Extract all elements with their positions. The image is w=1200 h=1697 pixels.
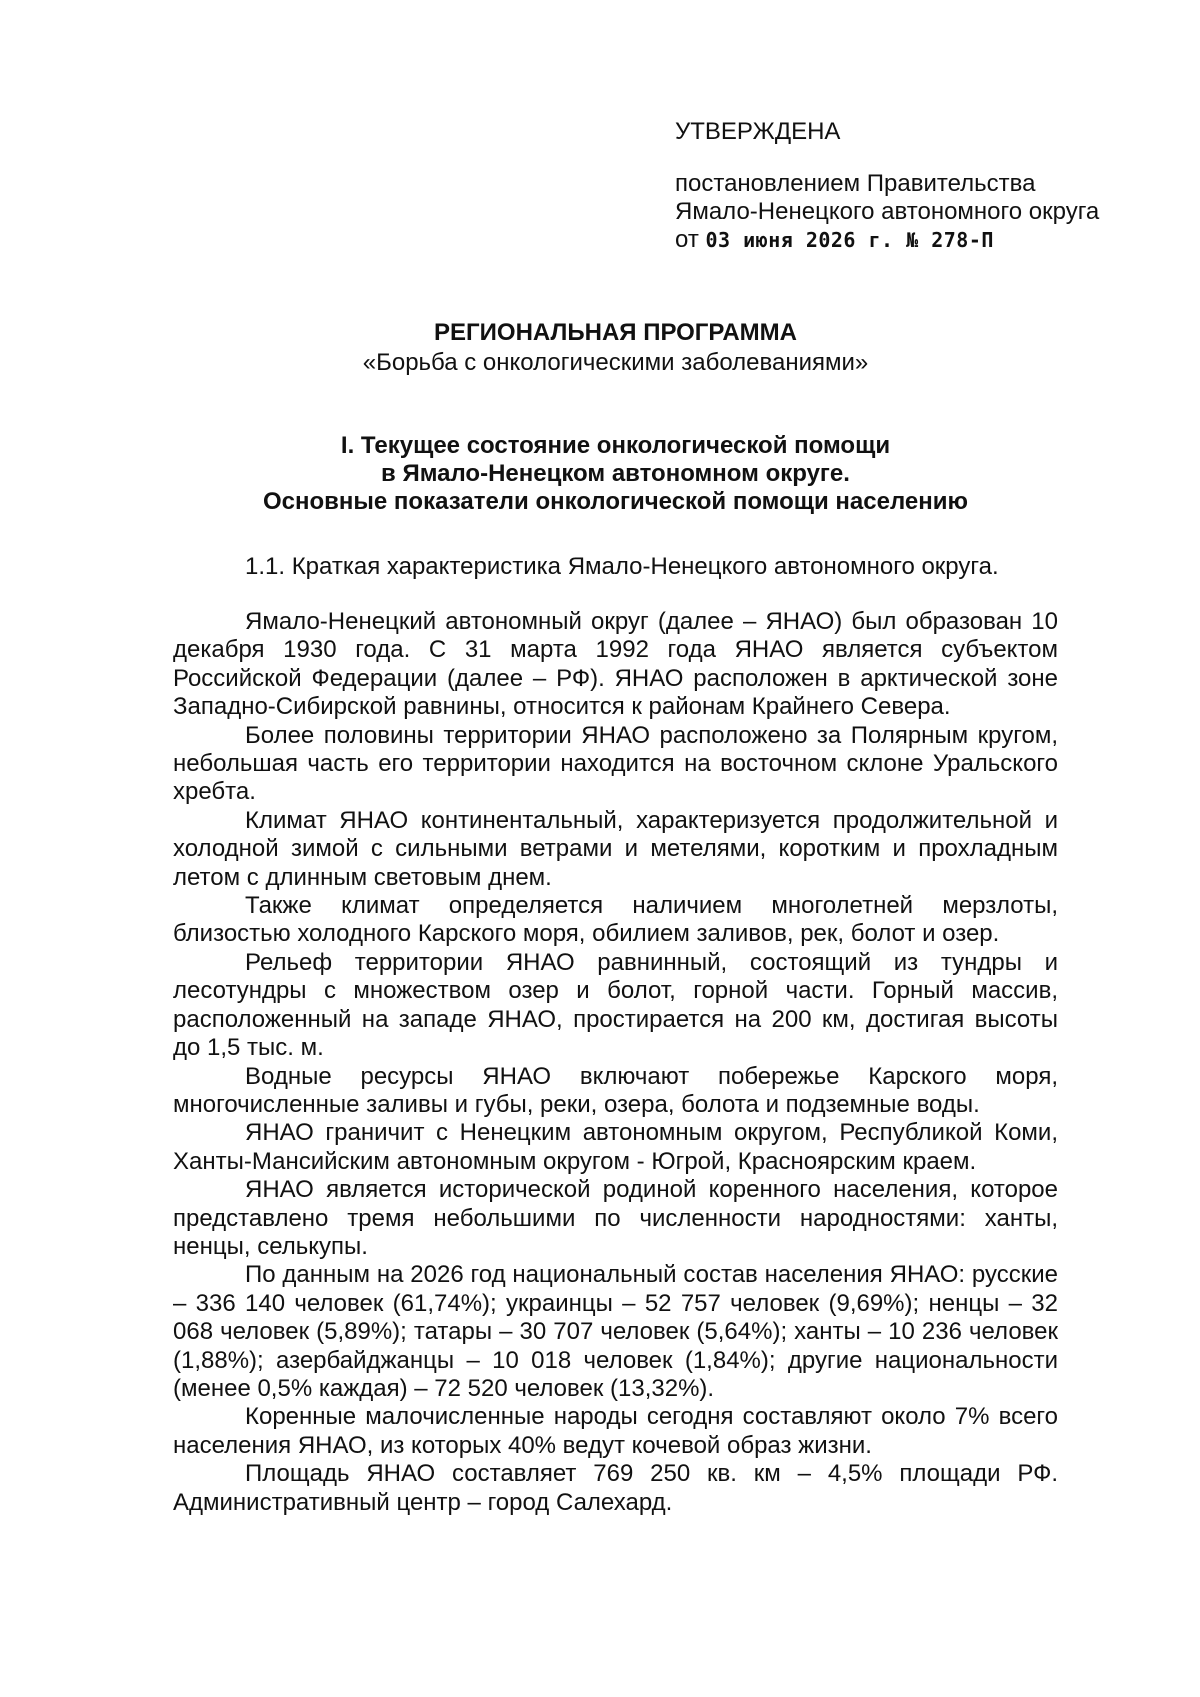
approval-date-number: 03 июня 2026 г. № 278-П [705, 228, 994, 252]
paragraph: Рельеф территории ЯНАО равнинный, состоящий из тундры и лесотундры с множеством озер и болот, горной части. Горный массив, расположенный на западе ЯНАО, простирается на 200 км, достигая высоты до 1,5 тыс. м. [173, 948, 1058, 1062]
approval-line-1: постановлением Правительства [675, 170, 1036, 197]
section-heading-line-1: I. Текущее состояние онкологической помощи [340, 432, 891, 459]
paragraph: ЯНАО является исторической родиной коренного населения, которое представлено тремя небольшими по численности народностями: ханты, ненцы, селькупы. [173, 1176, 1058, 1260]
paragraph: Климат ЯНАО континентальный, характеризуется продолжительной и холодной зимой с сильными ветрами и метелями, коротким и прохладным летом с длинным световым днем. [173, 806, 1058, 891]
paragraph: Коренные малочисленные народы сегодня составляют около 7% всего населения ЯНАО, из которых 40% ведут кочевой образ жизни. [173, 1403, 1058, 1459]
program-title-main: РЕГИОНАЛЬНАЯ ПРОГРАММА [434, 319, 797, 346]
paragraph: Площадь ЯНАО составляет 769 250 кв. км – 4,5% площади РФ. Административный центр – город Салехард. [173, 1460, 1058, 1516]
program-title [173, 318, 1058, 378]
subsection-heading: 1.1. Краткая характеристика Ямало-Ненецкого автономного округа. [245, 553, 999, 580]
section-heading [173, 432, 1058, 516]
paragraph: Также климат определяется наличием многолетней мерзлоты, близостью холодного Карского моря, обилием заливов, рек, болот и озер. [173, 892, 1058, 948]
paragraph: ЯНАО граничит с Ненецким автономным округом, Республикой Коми, Ханты-Мансийским автономным округом - Югрой, Красноярским краем. [173, 1119, 1058, 1175]
paragraph: Ямало-Ненецкий автономный округ (далее – ЯНАО) был образован 10 декабря 1930 года. С 31 марта 1992 года ЯНАО является субъектом Российской Федерации (далее – РФ). ЯНАО расположен в арктической зоне Западно-Сибирской равнины, относится к районам Крайнего Севера. [173, 608, 1058, 721]
approval-line-2: Ямало-Ненецкого автономного округа [675, 198, 1100, 225]
paragraph: Более половины территории ЯНАО расположено за Полярным кругом, небольшая часть его территории находится на восточном склоне Уральского хребта. [173, 721, 1058, 806]
section-heading-line-2: в Ямало-Ненецком автономном округе. [381, 460, 850, 487]
body-text [173, 608, 1058, 1517]
paragraph: Водные ресурсы ЯНАО включают побережье Карского моря, многочисленные заливы и губы, реки, озера, болота и подземные воды. [173, 1062, 1058, 1118]
approval-date-line [675, 226, 1175, 254]
approval-heading: УТВЕРЖДЕНА [675, 118, 841, 145]
approval-stamp [675, 118, 1175, 254]
program-subtitle: «Борьба с онкологическими заболеваниями» [362, 349, 869, 376]
paragraph: По данным на 2026 год национальный состав населения ЯНАО: русские – 336 140 человек (61,74%); украинцы – 52 757 человек (9,69%); ненцы – 32 068 человек (5,89%); татары – 30 707 человек (5,64%); ханты – 10 236 человек (1,88%); азербайджанцы – 10 018 человек (1,84%); другие национальности (менее 0,5% каждая) – 72 520 человек (13,32%). [173, 1261, 1058, 1402]
approval-date-prefix: от [675, 226, 699, 253]
section-heading-line-3: Основные показатели онкологической помощи населению [263, 488, 968, 515]
